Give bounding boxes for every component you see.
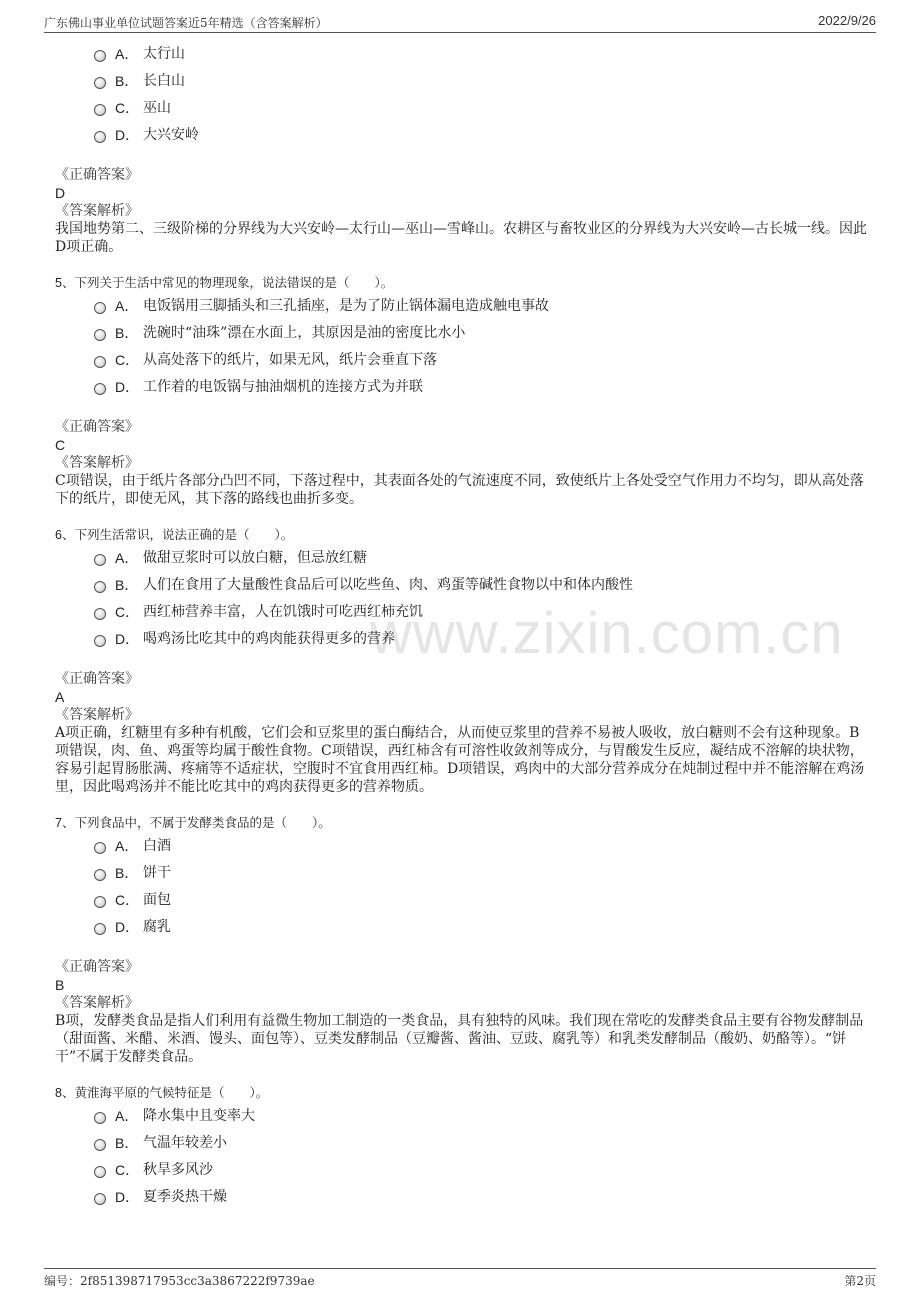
question-number: 6、	[55, 528, 75, 542]
option-text: 夏季炎热干燥	[143, 1189, 227, 1205]
question-text: 下列食品中，不属于发酵类食品的是（ ）。	[74, 815, 331, 830]
radio-icon[interactable]	[94, 356, 106, 368]
option-text: 从高处落下的纸片，如果无风，纸片会垂直下落	[143, 352, 437, 368]
option-list	[55, 1103, 867, 1211]
document-title: 广东佛山事业单位试题答案近5年精选（含答案解析）	[44, 16, 328, 30]
option-letter: A．	[115, 838, 139, 854]
radio-icon[interactable]	[94, 869, 106, 881]
option-a[interactable]	[55, 833, 867, 860]
option-list	[55, 833, 867, 941]
document-date: 2022/9/26	[818, 13, 876, 28]
radio-icon[interactable]	[94, 302, 106, 314]
correct-answer: B	[55, 977, 65, 993]
question-number: 7、	[55, 816, 75, 830]
option-text: 西红柿营养丰富，人在饥饿时可吃西红柿充饥	[143, 604, 423, 620]
correct-answer: D	[55, 185, 66, 201]
page-number: 第2页	[844, 1274, 876, 1288]
answer-label: 《正确答案》	[55, 419, 139, 435]
option-text: 电饭锅用三脚插头和三孔插座，是为了防止锅体漏电造成触电事故	[143, 298, 549, 314]
radio-icon[interactable]	[94, 131, 106, 143]
radio-icon[interactable]	[94, 842, 106, 854]
analysis-text: 我国地势第二、三级阶梯的分界线为大兴安岭—太行山—巫山—雪峰山。农耕区与畜牧业区的分界线为大兴安岭—古长城一线。因此D项正确。	[55, 221, 867, 255]
option-b[interactable]	[55, 572, 867, 599]
option-a[interactable]	[55, 1103, 867, 1130]
option-letter: D．	[115, 1189, 140, 1205]
option-letter: B．	[115, 325, 139, 341]
option-letter: A．	[115, 46, 139, 62]
option-c[interactable]	[55, 95, 867, 122]
question-text: 下列关于生活中常见的物理现象，说法错误的是（ ）。	[74, 275, 394, 290]
radio-icon[interactable]	[94, 896, 106, 908]
radio-icon[interactable]	[94, 104, 106, 116]
question-number: 5、	[55, 276, 75, 290]
option-letter: B．	[115, 1135, 139, 1151]
analysis-text: B项，发酵类食品是指人们利用有益微生物加工制造的一类食品，具有独特的风味。我们现在常吃的发酵类食品主要有谷物发酵制品（甜面酱、米醋、米酒、馒头、面包等）、豆类发酵制品（豆瓣酱、酱油、豆豉、腐乳等）和乳类发酵制品（酸奶、奶酪等）。“饼干”不属于发酵类食品。	[55, 1013, 864, 1065]
answer-block	[55, 166, 867, 256]
option-text: 工作着的电饭锅与抽油烟机的连接方式为并联	[143, 379, 423, 395]
answer-block	[55, 958, 867, 1066]
option-letter: A．	[115, 298, 139, 314]
option-letter: C．	[115, 892, 140, 908]
option-b[interactable]	[55, 1130, 867, 1157]
option-letter: C．	[115, 604, 140, 620]
radio-icon[interactable]	[94, 581, 106, 593]
radio-icon[interactable]	[94, 608, 106, 620]
analysis-text: C项错误，由于纸片各部分凸凹不同，下落过程中，其表面各处的气流速度不同，致使纸片上各处受空气作用力不均匀，即从高处落下的纸片，即使无风，其下落的路线也曲折多变。	[55, 473, 864, 507]
answer-block	[55, 670, 867, 796]
option-letter: D．	[115, 631, 140, 647]
option-letter: C．	[115, 1162, 140, 1178]
option-text: 巫山	[143, 100, 171, 116]
option-text: 秋旱多风沙	[143, 1162, 213, 1178]
option-list	[55, 545, 867, 653]
option-letter: D．	[115, 127, 140, 143]
option-text: 气温年较差小	[143, 1135, 227, 1151]
option-text: 长白山	[143, 73, 185, 89]
radio-icon[interactable]	[94, 77, 106, 89]
answer-label: 《正确答案》	[55, 959, 139, 975]
analysis-label: 《答案解析》	[55, 707, 139, 723]
question-stem	[55, 526, 867, 544]
option-a[interactable]	[55, 545, 867, 572]
watermark: www.zixin.com.cn	[370, 601, 844, 666]
option-d[interactable]	[55, 1184, 867, 1211]
option-c[interactable]	[55, 347, 867, 374]
option-d[interactable]	[55, 626, 867, 653]
option-text: 降水集中且变率大	[143, 1108, 255, 1124]
option-b[interactable]	[55, 860, 867, 887]
option-letter: B．	[115, 577, 139, 593]
option-text: 大兴安岭	[143, 127, 199, 143]
radio-icon[interactable]	[94, 1166, 106, 1178]
option-c[interactable]	[55, 599, 867, 626]
radio-icon[interactable]	[94, 923, 106, 935]
option-text: 做甜豆浆时可以放白糖，但忌放红糖	[143, 550, 367, 566]
radio-icon[interactable]	[94, 329, 106, 341]
option-text: 白酒	[143, 838, 171, 854]
option-letter: B．	[115, 73, 139, 89]
answer-label: 《正确答案》	[55, 167, 139, 183]
option-text: 太行山	[143, 46, 185, 62]
document-code: 编号：2f851398717953cc3a3867222f9739ae	[44, 1274, 315, 1288]
option-text: 人们在食用了大量酸性食品后可以吃些鱼、肉、鸡蛋等碱性食物以中和体内酸性	[143, 577, 633, 593]
option-d[interactable]	[55, 374, 867, 401]
option-text: 腐乳	[143, 919, 171, 935]
option-text: 喝鸡汤比吃其中的鸡肉能获得更多的营养	[143, 631, 395, 647]
option-b[interactable]	[55, 320, 867, 347]
option-text: 洗碗时“油珠”漂在水面上，其原因是油的密度比水小	[143, 325, 466, 341]
option-letter: A．	[115, 550, 139, 566]
option-letter: C．	[115, 100, 140, 116]
document-body	[55, 40, 867, 1211]
option-letter: B．	[115, 865, 139, 881]
option-letter: A．	[115, 1108, 139, 1124]
option-letter: C．	[115, 352, 140, 368]
option-d[interactable]	[55, 122, 867, 149]
question-stem	[55, 274, 867, 292]
option-c[interactable]	[55, 1157, 867, 1184]
radio-icon[interactable]	[94, 1139, 106, 1151]
option-c[interactable]	[55, 887, 867, 914]
answer-block	[55, 418, 867, 508]
analysis-label: 《答案解析》	[55, 995, 139, 1011]
radio-icon[interactable]	[94, 1112, 106, 1124]
page-footer	[44, 1268, 876, 1289]
question-stem	[55, 814, 867, 832]
page-header	[44, 12, 876, 33]
option-text: 面包	[143, 892, 171, 908]
option-list	[55, 41, 867, 149]
question-stem	[55, 1084, 867, 1102]
option-list	[55, 293, 867, 401]
correct-answer: A	[55, 689, 65, 705]
option-d[interactable]	[55, 914, 867, 941]
radio-icon[interactable]	[94, 383, 106, 395]
option-b[interactable]	[55, 68, 867, 95]
answer-label: 《正确答案》	[55, 671, 139, 687]
analysis-label: 《答案解析》	[55, 455, 139, 471]
option-text: 饼干	[143, 865, 171, 881]
correct-answer: C	[55, 437, 66, 453]
radio-icon[interactable]	[94, 50, 106, 62]
question-text: 下列生活常识，说法正确的是（ ）。	[74, 527, 294, 542]
analysis-text: A项正确，红糖里有多种有机酸，它们会和豆浆里的蛋白酶结合，从而使豆浆里的营养不易被人吸收，放白糖则不会有这种现象。B项错误，肉、鱼、鸡蛋等均属于酸性食物。C项错误，西红柿含有可溶性收敛剂等成分，与胃酸发生反应，凝结成不溶解的块状物，容易引起胃肠胀满、疼痛等不适症状，空腹时不宜食用西红柿。D项错误，鸡肉中的大部分营养成分在炖制过程中并不能溶解在鸡汤里，因此喝鸡汤并不能比吃其中的鸡肉获得更多的营养物质。	[55, 725, 865, 795]
analysis-label: 《答案解析》	[55, 203, 139, 219]
option-a[interactable]	[55, 41, 867, 68]
question-text: 黄淮海平原的气候特征是（ ）。	[74, 1085, 269, 1100]
radio-icon[interactable]	[94, 554, 106, 566]
option-a[interactable]	[55, 293, 867, 320]
radio-icon[interactable]	[94, 635, 106, 647]
question-number: 8、	[55, 1086, 75, 1100]
radio-icon[interactable]	[94, 1193, 106, 1205]
option-letter: D．	[115, 379, 140, 395]
option-letter: D．	[115, 919, 140, 935]
